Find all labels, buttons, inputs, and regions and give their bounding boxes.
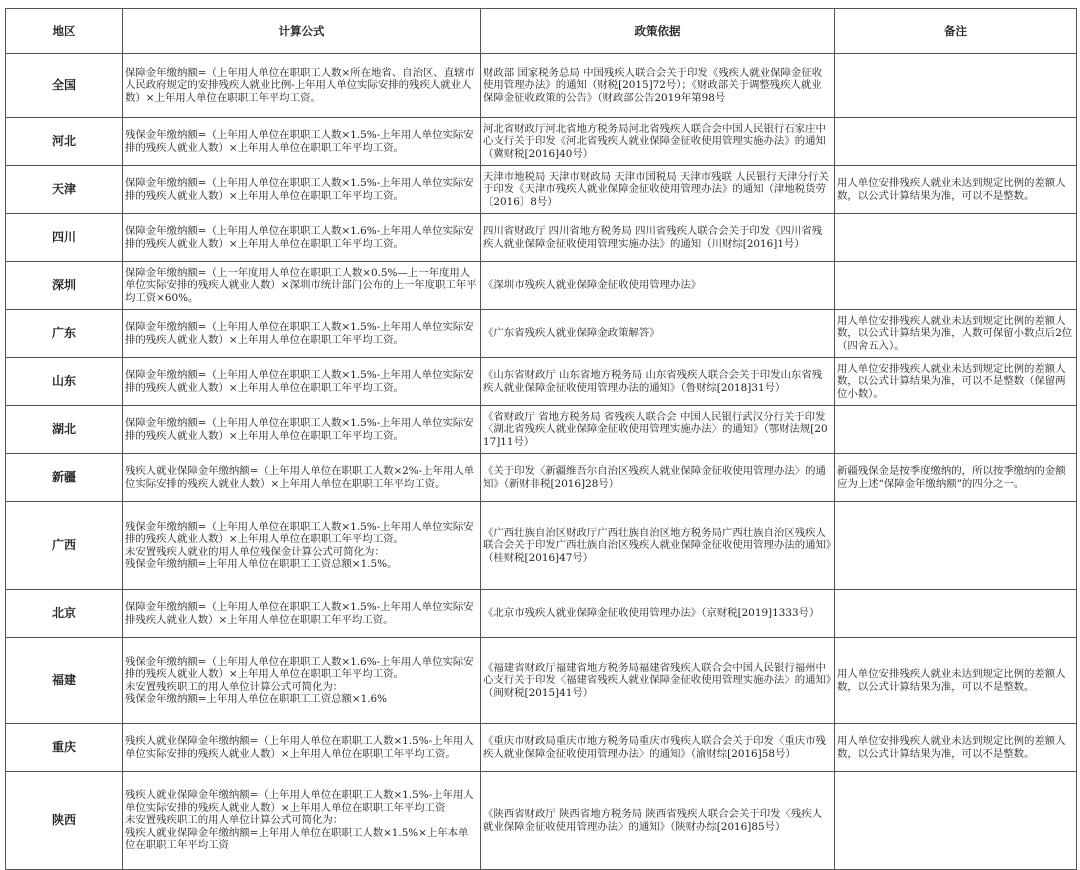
formula-cell: 保障金年缴纳额=（上年用人单位在职职工人数×所在地省、自治区、直辖市人民政府规定的安排残疾人就业比例-上年用人单位实际安排的残疾人就业人数）×上年用人单位在职职工年平均工资。	[123, 54, 481, 118]
region-cell: 广东	[6, 310, 123, 358]
region-cell: 陕西	[6, 772, 123, 870]
region-cell: 新疆	[6, 454, 123, 502]
header-note: 备注	[835, 9, 1077, 54]
formula-cell: 残保金年缴纳额=（上年用人单位在职职工人数×1.6%-上年用人单位实际安排的残疾人就业人数）×上年用人单位在职职工年平均工资。 未安置残疾职工的用人单位计算公式可简化为： 残保金年缴纳额=上年用人单位在职职工工资总额×1.6%	[123, 638, 481, 724]
formula-cell: 保障金年缴纳额=（上一年度用人单位在职职工人数×0.5%—上一年度用人单位实际安排的残疾人就业人数）×深圳市统计部门公布的上一年度职工年平均工资×60%。	[123, 262, 481, 310]
header-row	[6, 9, 1077, 54]
header-region: 地区	[6, 9, 123, 54]
policy-cell: 河北省财政厅河北省地方税务局河北省残疾人联合会中国人民银行石家庄中心支行关于印发《河北省残疾人就业保障金征收使用管理实施办法》的通知（冀财税[2016]40号）	[481, 118, 835, 166]
table-row	[6, 54, 1077, 118]
region-cell: 广西	[6, 502, 123, 590]
note-cell	[835, 262, 1077, 310]
formula-cell: 残保金年缴纳额=（上年用人单位在职职工人数×1.5%-上年用人单位实际安排的残疾人就业人数）×上年用人单位在职职工年平均工资。 未安置残疾人就业的用人单位残保金计算公式可简化为： 残保金年缴纳额=上年用人单位在职职工工资总额×1.5%。	[123, 502, 481, 590]
note-cell	[835, 118, 1077, 166]
policy-cell: 天津市地税局 天津市财政局 天津市国税局 天津市残联 人民银行天津分行关于印发《天津市残疾人就业保障金征收使用管理办法》的通知（津地税货劳〔2016〕8号）	[481, 166, 835, 214]
formula-cell: 保障金年缴纳额=（上年用人单位在职职工人数×1.5%-上年用人单位实际安排的残疾人就业人数）×上年用人单位在职职工年平均工资。	[123, 358, 481, 406]
header-policy: 政策依据	[481, 9, 835, 54]
note-cell: 用人单位安排残疾人就业未达到规定比例的差额人数，以公式计算结果为准，可以不是整数。	[835, 724, 1077, 772]
region-cell: 四川	[6, 214, 123, 262]
region-cell: 山东	[6, 358, 123, 406]
formula-cell: 残疾人就业保障金年缴纳额=（上年用人单位在职职工人数×1.5%-上年用人单位实际安排的残疾人就业人数）×上年用人单位在职职工年平均工资。	[123, 724, 481, 772]
table-row	[6, 724, 1077, 772]
formula-cell: 保障金年缴纳额=（上年用人单位在职职工人数×1.5%-上年用人单位实际安排的残疾人就业人数）×上年用人单位在职职工年平均工资。	[123, 310, 481, 358]
policy-cell: 《福建省财政厅福建省地方税务局福建省残疾人联合会中国人民银行福州中心支行关于印发〈福建省残疾人就业保障金征收使用管理实施办法〉的通知》（闽财税[2015]41号）	[481, 638, 835, 724]
note-cell	[835, 502, 1077, 590]
table-row	[6, 118, 1077, 166]
table-row	[6, 310, 1077, 358]
table-row	[6, 590, 1077, 638]
header-formula: 计算公式	[123, 9, 481, 54]
region-cell: 湖北	[6, 406, 123, 454]
note-cell	[835, 406, 1077, 454]
note-cell: 用人单位安排残疾人就业未达到规定比例的差额人数，以公式计算结果为准，可以不是整数。	[835, 166, 1077, 214]
policy-cell: 《陕西省财政厅 陕西省地方税务局 陕西省残疾人联合会关于印发〈残疾人就业保障金征收使用管理办法〉的通知》（陕财办综[2016]85号）	[481, 772, 835, 870]
table-row	[6, 454, 1077, 502]
region-cell: 北京	[6, 590, 123, 638]
policy-cell: 《关于印发〈新疆维吾尔自治区残疾人就业保障金征收使用管理办法〉的通知》（新财非税[2016]28号）	[481, 454, 835, 502]
note-cell	[835, 54, 1077, 118]
table-row	[6, 214, 1077, 262]
policy-cell: 《重庆市财政局重庆市地方税务局重庆市残疾人联合会关于印发〈重庆市残疾人就业保障金征收使用管理办法〉的通知》（渝财综[2016]58号）	[481, 724, 835, 772]
formula-cell: 保障金年缴纳额=（上年用人单位在职职工人数×1.5%-上年用人单位实际安排的残疾人就业人数）×上年用人单位在职职工年平均工资。	[123, 406, 481, 454]
region-cell: 深圳	[6, 262, 123, 310]
region-cell: 全国	[6, 54, 123, 118]
table-row	[6, 406, 1077, 454]
note-cell: 用人单位安排残疾人就业未达到规定比例的差额人数，以公式计算结果为准，人数可保留小数点后2位（四舍五入）。	[835, 310, 1077, 358]
table-row	[6, 502, 1077, 590]
note-cell: 用人单位安排残疾人就业未达到规定比例的差额人数，以公式计算结果为准，可以不是整数（保留两位小数）。	[835, 358, 1077, 406]
policy-table-wrapper	[5, 8, 1077, 870]
note-cell: 新疆残保金是按季度缴纳的，所以按季缴纳的金额应为上述“保障金年缴纳额”的四分之一。	[835, 454, 1077, 502]
policy-cell: 财政部 国家税务总局 中国残疾人联合会关于印发《残疾人就业保障金征收使用管理办法》的通知（财税[2015]72号）；《财政部关于调整残疾人就业保障金征收政策的公告》（财政部公告2019年第98号	[481, 54, 835, 118]
note-cell: 用人单位安排残疾人就业未达到规定比例的差额人数，以公式计算结果为准，可以不是整数。	[835, 638, 1077, 724]
formula-cell: 残保金年缴纳额=（上年用人单位在职职工人数×1.5%-上年用人单位实际安排的残疾人就业人数）×上年用人单位在职职工年平均工资。	[123, 118, 481, 166]
region-cell: 重庆	[6, 724, 123, 772]
formula-cell: 残疾人就业保障金年缴纳额=（上年用人单位在职职工人数×1.5%-上年用人单位实际安排的残疾人就业人数）×上年用人单位在职职工年平均工资 未安置残疾职工的用人单位计算公式可简化为： 残疾人就业保障金年缴纳额=上年用人单位在职职工人数×1.5%×上年本单位在职职工年平均工资	[123, 772, 481, 870]
policy-cell: 《广东省残疾人就业保障金政策解答》	[481, 310, 835, 358]
policy-cell: 四川省财政厅 四川省地方税务局 四川省残疾人联合会关于印发《四川省残疾人就业保障金征收使用管理实施办法》的通知（川财综[2016]1号）	[481, 214, 835, 262]
note-cell	[835, 590, 1077, 638]
formula-cell: 保障金年缴纳额=（上年用人单位在职职工人数×1.5%-上年用人单位实际安排的残疾人就业人数）×上年用人单位在职职工年平均工资。	[123, 166, 481, 214]
table-row	[6, 358, 1077, 406]
levy-policy-table	[5, 8, 1077, 870]
table-row	[6, 262, 1077, 310]
region-cell: 河北	[6, 118, 123, 166]
policy-cell: 《山东省财政厅 山东省地方税务局 山东省残疾人联合会关于印发山东省残疾人就业保障金征收使用管理办法的通知》（鲁财综[2018]31号）	[481, 358, 835, 406]
policy-cell: 《广西壮族自治区财政厅广西壮族自治区地方税务局广西壮族自治区残疾人联合会关于印发广西壮族自治区残疾人就业保障金征收使用管理办法的通知》（桂财税[2016]47号）	[481, 502, 835, 590]
note-cell	[835, 772, 1077, 870]
region-cell: 天津	[6, 166, 123, 214]
note-cell	[835, 214, 1077, 262]
formula-cell: 保障金年缴纳额=（上年用人单位在职职工人数×1.5%-上年用人单位实际安排残疾人就业人数）×上年用人单位在职职工年平均工资。	[123, 590, 481, 638]
region-cell: 福建	[6, 638, 123, 724]
table-row	[6, 166, 1077, 214]
policy-cell: 《深圳市残疾人就业保障金征收使用管理办法》	[481, 262, 835, 310]
policy-cell: 《省财政厅 省地方税务局 省残疾人联合会 中国人民银行武汉分行关于印发〈湖北省残疾人就业保障金征收使用管理实施办法〉的通知》（鄂财法规[2017]11号）	[481, 406, 835, 454]
formula-cell: 保障金年缴纳额=（上年用人单位在职职工人数×1.6%-上年用人单位实际安排的残疾人就业人数）×上年用人单位在职职工年平均工资。	[123, 214, 481, 262]
policy-cell: 《北京市残疾人就业保障金征收使用管理办法》（京财税[2019]1333号）	[481, 590, 835, 638]
formula-cell: 残疾人就业保障金年缴纳额=（上年用人单位在职职工人数×2%-上年用人单位实际安排的残疾人就业人数）×上年用人单位在职职工年平均工资。	[123, 454, 481, 502]
table-row	[6, 638, 1077, 724]
table-row	[6, 772, 1077, 870]
